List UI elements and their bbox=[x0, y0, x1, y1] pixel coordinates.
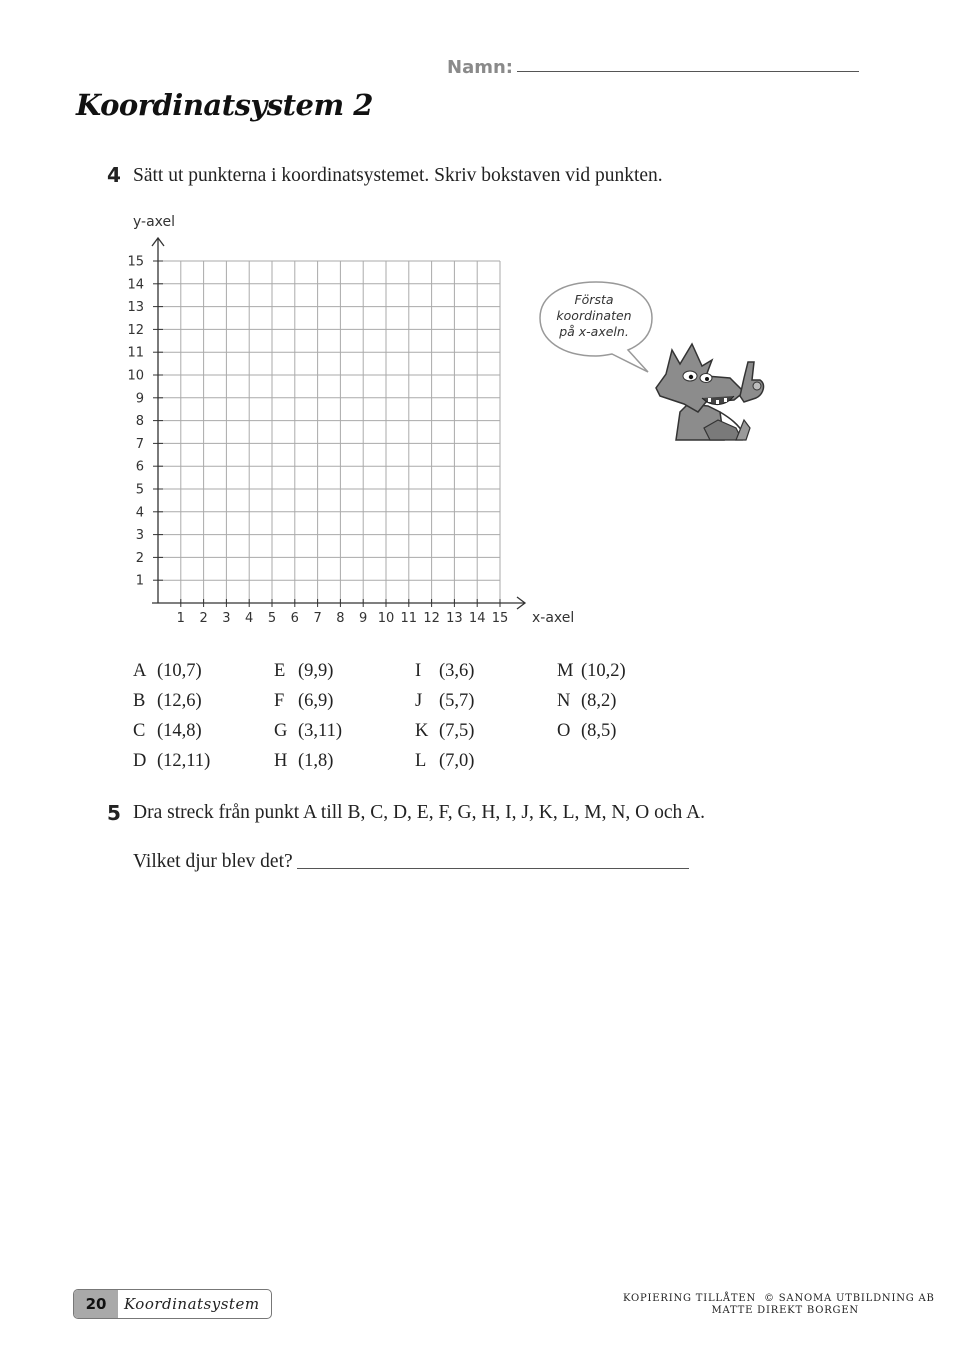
point-coords: (10,2) bbox=[581, 661, 626, 681]
dragon-mascot-icon bbox=[656, 344, 763, 440]
y-tick-label: 14 bbox=[127, 277, 144, 293]
x-tick-label: 2 bbox=[199, 611, 208, 626]
point-letter: D bbox=[133, 751, 147, 771]
y-tick-label: 2 bbox=[135, 550, 144, 566]
answer-field[interactable] bbox=[297, 868, 689, 869]
point-letter: N bbox=[557, 691, 571, 711]
x-tick-label: 1 bbox=[176, 611, 185, 626]
point-coords: (8,2) bbox=[581, 691, 617, 711]
point-letter: A bbox=[133, 661, 147, 681]
axis-ticks bbox=[153, 261, 500, 607]
point-letter: F bbox=[274, 691, 285, 711]
point-coords: (3,11) bbox=[298, 721, 343, 741]
point-coords: (7,5) bbox=[439, 721, 475, 741]
y-tick-label: 4 bbox=[135, 505, 144, 521]
point-item bbox=[274, 661, 333, 682]
point-letter: E bbox=[274, 661, 286, 681]
page-title: Koordinatsystem 2 bbox=[76, 88, 373, 122]
y-tick-label: 13 bbox=[127, 300, 144, 316]
point-item bbox=[274, 751, 333, 772]
x-tick-label: 12 bbox=[423, 611, 440, 626]
grid-lines bbox=[158, 261, 500, 603]
x-tick-label: 7 bbox=[313, 611, 322, 626]
x-tick-label: 13 bbox=[446, 611, 463, 626]
x-tick-label: 4 bbox=[245, 611, 254, 626]
task-4-instruction: Sätt ut punkterna i koordinatsystemet. Skriv bokstaven vid punkten. bbox=[133, 165, 663, 186]
point-letter: I bbox=[415, 661, 422, 681]
point-item bbox=[557, 721, 616, 742]
x-tick-label: 10 bbox=[377, 611, 395, 626]
point-coords: (14,8) bbox=[157, 721, 202, 741]
copy-permission: KOPIERING TILLÅTEN bbox=[623, 1293, 757, 1304]
point-coords: (1,8) bbox=[298, 751, 334, 771]
point-item bbox=[415, 661, 474, 682]
point-item bbox=[133, 751, 210, 772]
x-tick-label: 9 bbox=[359, 611, 368, 626]
point-item bbox=[557, 691, 616, 712]
point-letter: J bbox=[415, 691, 423, 711]
x-tick-label: 8 bbox=[336, 611, 345, 626]
y-tick-label: 15 bbox=[127, 254, 144, 270]
task-5-number: 5 bbox=[107, 801, 121, 825]
speech-bubble-text bbox=[546, 292, 642, 340]
point-coords: (5,7) bbox=[439, 691, 475, 711]
task-5-question: Vilket djur blev det? bbox=[133, 851, 293, 872]
y-tick-label: 12 bbox=[127, 322, 144, 338]
task-5-instruction: Dra streck från punkt A till B, C, D, E, F, G, H, I, J, K, L, M, N, O och A. bbox=[133, 802, 706, 823]
copy-notice bbox=[623, 1293, 935, 1304]
y-tick-label: 6 bbox=[135, 459, 144, 475]
name-label: Namn: bbox=[447, 57, 513, 78]
point-coords: (10,7) bbox=[157, 661, 202, 681]
speech-line-1: Första bbox=[574, 292, 614, 307]
point-item bbox=[133, 661, 202, 682]
y-tick-label: 8 bbox=[135, 414, 144, 430]
copyright-text: © SANOMA UTBILDNING AB bbox=[764, 1293, 935, 1304]
point-item bbox=[415, 721, 474, 742]
page-number: 20 bbox=[85, 1295, 107, 1313]
point-coords: (7,0) bbox=[439, 751, 475, 771]
x-tick-label: 5 bbox=[267, 611, 277, 626]
speech-line-3: på x-axeln. bbox=[559, 324, 629, 339]
y-tick-label: 7 bbox=[135, 436, 144, 452]
point-coords: (8,5) bbox=[581, 721, 617, 741]
coordinate-grid[interactable] bbox=[0, 0, 960, 660]
y-tick-label: 10 bbox=[127, 368, 144, 384]
point-letter: M bbox=[557, 661, 574, 681]
point-coords: (3,6) bbox=[439, 661, 475, 681]
point-item bbox=[133, 691, 202, 712]
point-coords: (12,6) bbox=[157, 691, 202, 711]
point-coords: (9,9) bbox=[298, 661, 334, 681]
y-tick-label: 9 bbox=[135, 391, 144, 407]
axes bbox=[152, 238, 525, 609]
point-item bbox=[415, 751, 474, 772]
x-tick-label: 6 bbox=[290, 611, 299, 626]
x-tick-label: 15 bbox=[491, 611, 509, 626]
footer-section-title: Koordinatsystem bbox=[124, 1295, 260, 1313]
point-letter: G bbox=[274, 721, 288, 741]
x-tick-label: 3 bbox=[222, 611, 231, 626]
point-letter: L bbox=[415, 751, 427, 771]
y-tick-label: 5 bbox=[135, 482, 144, 498]
x-axis-label: x-axel bbox=[532, 610, 575, 626]
point-letter: K bbox=[415, 721, 429, 741]
point-item bbox=[274, 691, 333, 712]
y-tick-label: 1 bbox=[135, 573, 144, 589]
point-coords: (12,11) bbox=[157, 751, 211, 771]
point-letter: B bbox=[133, 691, 146, 711]
x-tick-label: 14 bbox=[468, 611, 486, 626]
point-item bbox=[133, 721, 202, 742]
point-letter: C bbox=[133, 721, 146, 741]
speech-line-2: koordinaten bbox=[556, 308, 632, 323]
y-tick-label: 11 bbox=[127, 345, 144, 361]
point-letter: H bbox=[274, 751, 288, 771]
point-item bbox=[415, 691, 474, 712]
footer-tab bbox=[73, 1289, 272, 1319]
task-4-number: 4 bbox=[107, 163, 121, 187]
y-tick-label: 3 bbox=[135, 528, 144, 544]
x-tick-label: 11 bbox=[400, 611, 418, 626]
point-letter: O bbox=[557, 721, 571, 741]
point-coords: (6,9) bbox=[298, 691, 334, 711]
point-item bbox=[274, 721, 342, 742]
book-title: MATTE DIREKT BORGEN bbox=[711, 1305, 859, 1316]
point-item bbox=[557, 661, 626, 682]
y-axis-label: y-axel bbox=[132, 214, 176, 230]
